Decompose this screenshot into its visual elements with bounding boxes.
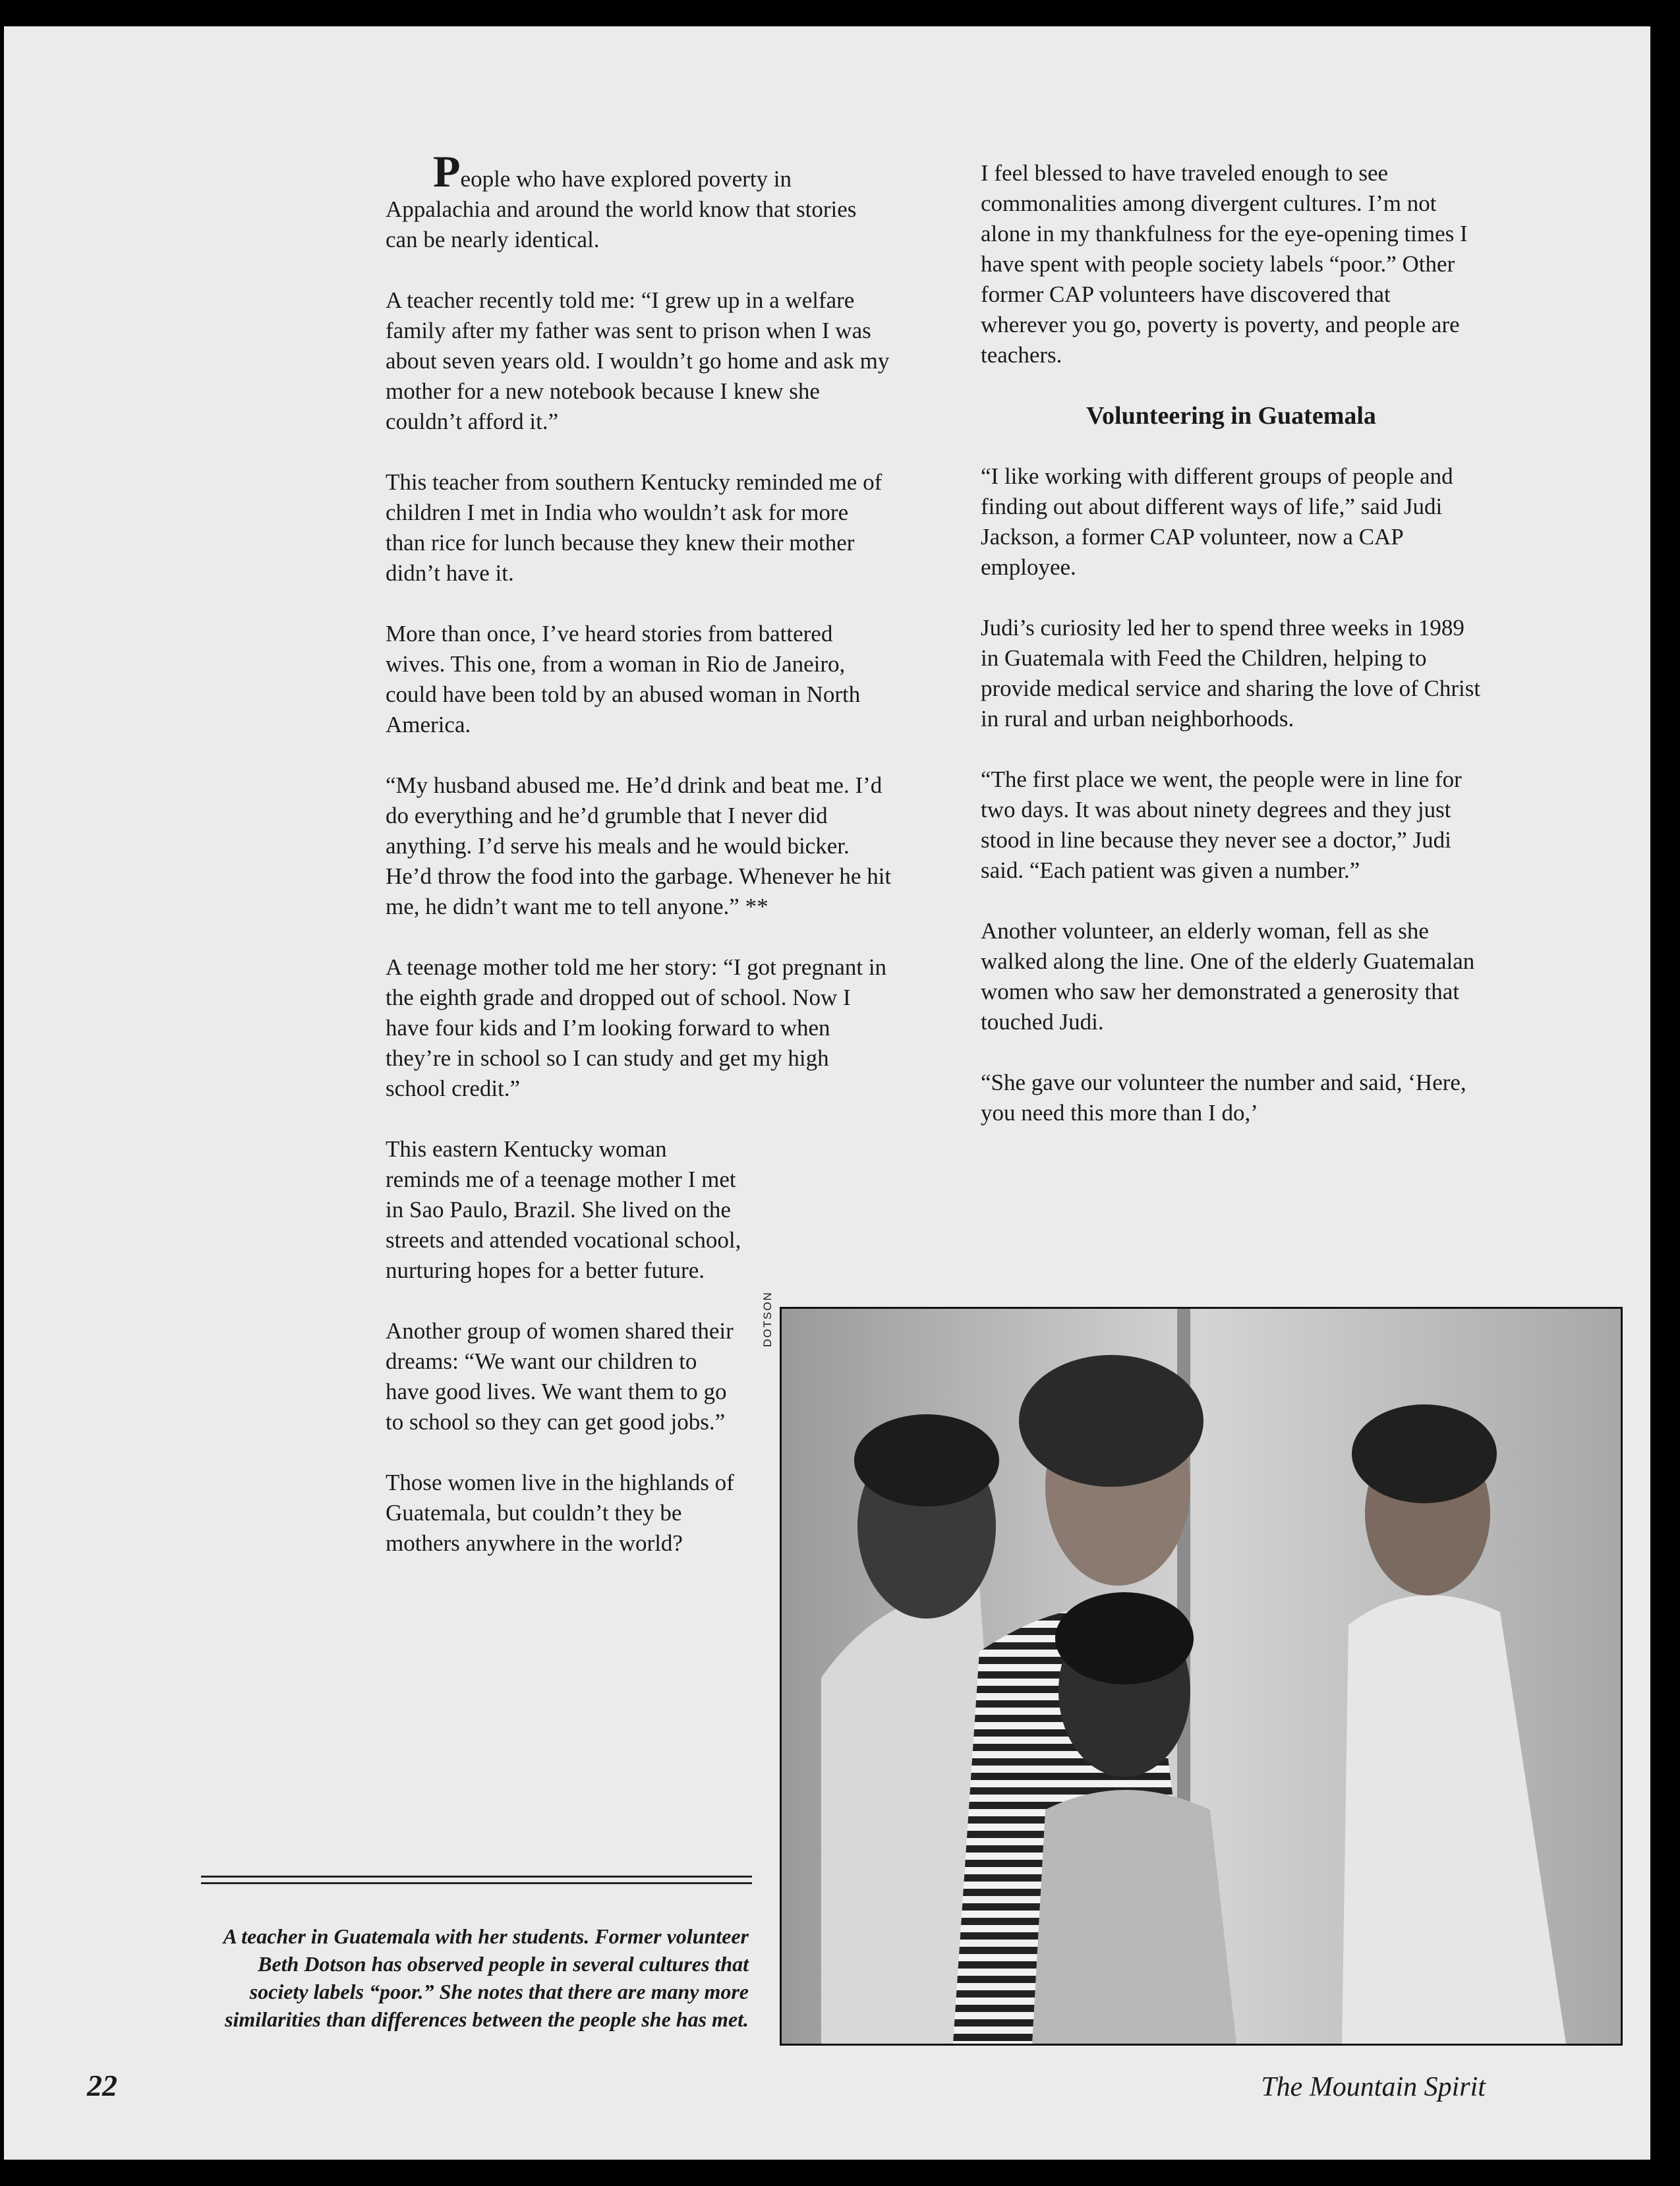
photo-caption: A teacher in Guatemala with her students. Former volunteer Beth Dotson has observed people in several cultures that society labels “poor.” She notes that there are many more similarities than differences between the people she has met.	[223, 1924, 749, 2031]
paragraph: This eastern Kentucky woman reminds me of a teenage mother I met in Sao Paulo, Brazil. She lived on the streets and attended vocational school, nurturing hopes for a better future.	[386, 1136, 741, 1283]
caption-rule-top	[201, 1876, 752, 1878]
magazine-name: The Mountain Spirit	[1261, 2072, 1486, 2102]
paragraph: More than once, I’ve heard stories from battered wives. This one, from a woman in Rio de Janeiro, could have been told by an abused woman in North America.	[386, 621, 861, 737]
paragraph: I feel blessed to have traveled enough to see commonalities among divergent cultures. I’m not alone in my thankfulness for the eye-opening times I have spent with people society labels “poor.” Other former CAP volunteers have discovered that wherever you go, poverty is poverty, and people are teachers.	[981, 160, 1468, 368]
paragraph: This teacher from southern Kentucky reminded me of children I met in India who wouldn’t ask for more than rice for lunch because they knew their mother didn’t have it.	[386, 469, 883, 586]
paragraph: “My husband abused me. He’d drink and beat me. I’d do everything and he’d grumble that I never did anything. I’d serve his meals and he would bicker. He’d throw the food into the garbage. Whenever he hit me, he didn’t want me to tell anyone.” **	[386, 772, 892, 919]
paragraph: Those women live in the highlands of Guatemala, but couldn’t they be mothers anywhere in the world?	[386, 1470, 734, 1556]
paragraph: “The first place we went, the people were in line for two days. It was about ninety degrees and they just stood in line because they never see a doctor,” Judi said. “Each patient was given a number.”	[981, 766, 1462, 883]
section-heading: Volunteering in Guatemala	[1086, 402, 1376, 430]
photo-credit: DOTSON	[761, 1291, 774, 1347]
paragraph: Another group of women shared their dreams: “We want our children to have good lives. We want them to go to school so they can get good jobs.”	[386, 1318, 734, 1435]
drop-cap: P	[433, 146, 461, 196]
paragraph: People who have explored poverty in Appalachia and around the world know that stories can be nearly identical.	[386, 146, 857, 252]
paragraph: “She gave our volunteer the number and said, ‘Here, you need this more than I do,’	[981, 1070, 1466, 1126]
paragraph: Another volunteer, an elderly woman, fell as she walked along the line. One of the elderly Guatemalan women who saw her demonstrated a generosity that touched Judi.	[981, 918, 1475, 1035]
caption-rule-bottom	[201, 1882, 752, 1884]
paragraph: A teacher recently told me: “I grew up in a welfare family after my father was sent to prison when I was about seven years old. I wouldn’t go home and ask my mother for a new notebook because I knew she couldn’t afford it.”	[386, 287, 890, 434]
photo	[780, 1307, 1623, 2046]
page-number: 22	[87, 2069, 117, 2102]
paragraph: A teenage mother told me her story: “I got pregnant in the eighth grade and dropped out of school. Now I have four kids and I’m looking forward to when they’re in school so I can study and get my high school credit.”	[386, 954, 887, 1101]
photo-image	[782, 1309, 1621, 2044]
paragraph: Judi’s curiosity led her to spend three weeks in 1989 in Guatemala with Feed the Children, helping to provide medical service and sharing the love of Christ in rural and urban neighborhoods.	[981, 615, 1481, 732]
right-column	[981, 158, 1482, 1159]
paragraph: “I like working with different groups of people and finding out about different ways of life,” said Judi Jackson, a former CAP volunteer, now a CAP employee.	[981, 463, 1453, 580]
